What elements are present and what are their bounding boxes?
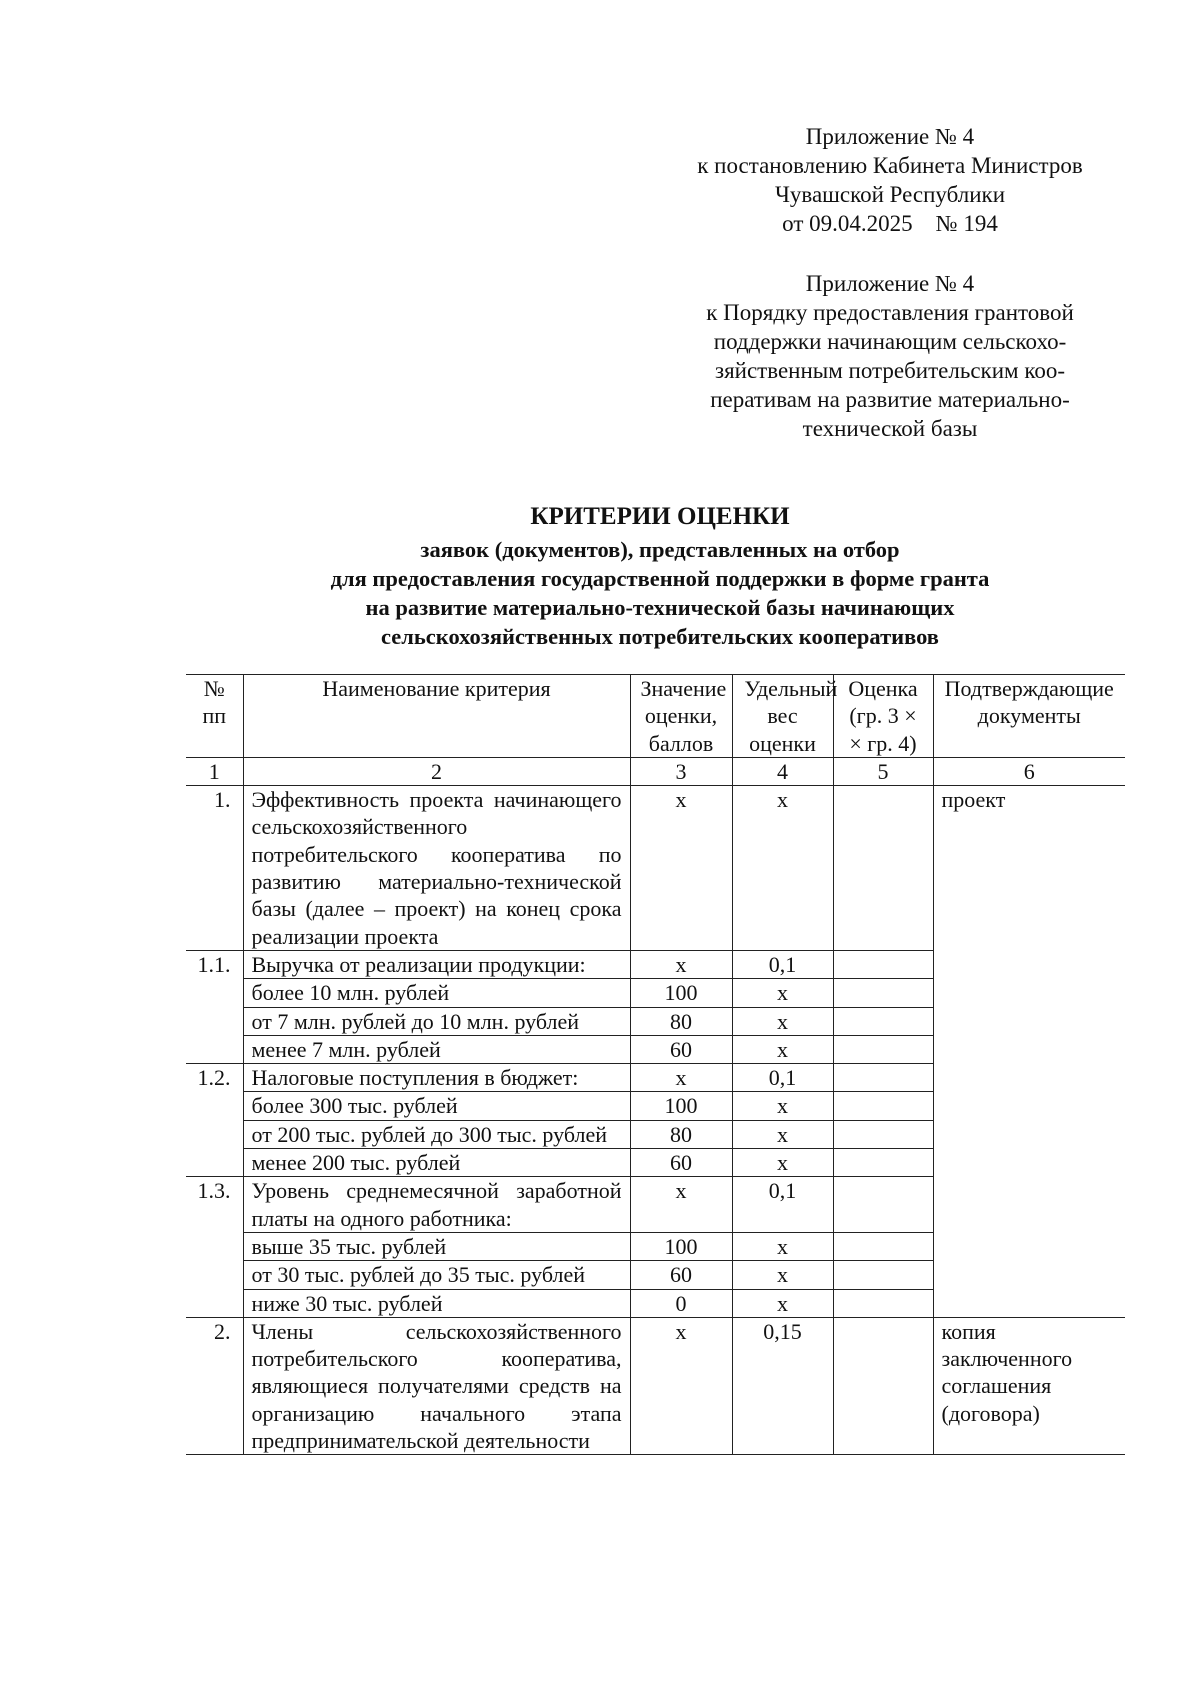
header-cell-documents: Подтверждающие документы — [933, 675, 1125, 758]
supporting-document: копия заключенного соглашения (договора) — [933, 1317, 1125, 1454]
appendix-line: к Порядку предоставления грантовой — [706, 300, 1074, 325]
document-title — [180, 499, 1140, 651]
header-cell-weight: Удельный вес оценки — [732, 675, 833, 758]
appendix-line: зяйственным потребительским коо- — [715, 358, 1065, 383]
criterion-name: Уровень среднемесячной заработной платы на одного работника: — [243, 1177, 630, 1233]
header-cell-score: Оценка (гр. 3 × × гр. 4) — [833, 675, 933, 758]
appendix-procedure-block — [660, 269, 1120, 443]
criterion-value: x — [630, 1317, 732, 1454]
criterion-score — [833, 1149, 933, 1177]
appendix-date-line: от 09.04.2025 № 194 — [782, 211, 998, 236]
criterion-value: 60 — [630, 1261, 732, 1289]
criteria-table — [186, 674, 1125, 1455]
title-sub-line: для предоставления государственной поддержки в форме гранта — [330, 566, 990, 591]
criterion-name: менее 200 тыс. рублей — [243, 1149, 630, 1177]
criterion-score — [833, 1064, 933, 1092]
criterion-value: 80 — [630, 1007, 732, 1035]
criterion-name: Члены сельскохозяйственного потребительского кооператива, являющиеся получателями средств на организацию начального этапа предпринимательской деятельности — [243, 1317, 630, 1454]
criterion-name: менее 7 млн. рублей — [243, 1035, 630, 1063]
column-number: 5 — [833, 757, 933, 785]
criterion-score — [833, 1092, 933, 1120]
criterion-value: 80 — [630, 1120, 732, 1148]
title-sub-line: на развитие материально-технической базы начинающих — [365, 595, 955, 620]
criterion-score — [833, 786, 933, 951]
criterion-score — [833, 1289, 933, 1317]
criterion-value: x — [630, 1177, 732, 1233]
criterion-score — [833, 950, 933, 978]
appendix-line: перативам на развитие материально- — [710, 387, 1070, 412]
criterion-weight: x — [732, 786, 833, 951]
column-number: 4 — [732, 757, 833, 785]
criterion-name: Эффективность проекта начинающего сельскохозяйственного потребительского кооператива по развитию материально-технической базы (далее – проект) на конец срока реализации проекта — [243, 786, 630, 951]
supporting-document: проект — [933, 786, 1125, 1318]
criterion-name: от 7 млн. рублей до 10 млн. рублей — [243, 1007, 630, 1035]
column-number: 1 — [186, 757, 243, 785]
row-number: 1.2. — [186, 1064, 243, 1177]
criterion-weight: 0,1 — [732, 1064, 833, 1092]
criterion-score — [833, 1317, 933, 1454]
row-number: 1.1. — [186, 950, 243, 1063]
criterion-value: x — [630, 950, 732, 978]
title-main: КРИТЕРИИ ОЦЕНКИ — [530, 503, 790, 530]
criterion-weight: x — [732, 1149, 833, 1177]
criterion-weight: x — [732, 1092, 833, 1120]
row-number: 1. — [186, 786, 243, 951]
table-column-numbers-row — [186, 757, 1125, 785]
column-number: 6 — [933, 757, 1125, 785]
criterion-weight: x — [732, 979, 833, 1007]
table-header-row — [186, 675, 1125, 758]
criterion-weight: x — [732, 1007, 833, 1035]
criterion-name: ниже 30 тыс. рублей — [243, 1289, 630, 1317]
criterion-weight: x — [732, 1232, 833, 1260]
criterion-weight: 0,15 — [732, 1317, 833, 1454]
table-row — [186, 1317, 1125, 1454]
title-sub-line: заявок (документов), представленных на отбор — [420, 537, 900, 562]
row-number: 1.3. — [186, 1177, 243, 1317]
appendix-line: поддержки начинающим сельскохо- — [713, 329, 1067, 354]
appendix-resolution-block — [660, 122, 1120, 238]
appendix-line: к постановлению Кабинета Министров — [697, 153, 1083, 178]
criterion-name: более 10 млн. рублей — [243, 979, 630, 1007]
header-cell-name: Наименование критерия — [243, 675, 630, 758]
criterion-value: x — [630, 786, 732, 951]
criterion-score — [833, 1261, 933, 1289]
criterion-score — [833, 1120, 933, 1148]
criterion-score — [833, 1232, 933, 1260]
table-row — [186, 786, 1125, 951]
appendix-line: Приложение № 4 — [805, 124, 975, 149]
criterion-value: 60 — [630, 1149, 732, 1177]
criterion-value: x — [630, 1064, 732, 1092]
criterion-score — [833, 979, 933, 1007]
criterion-value: 100 — [630, 1232, 732, 1260]
criterion-value: 0 — [630, 1289, 732, 1317]
criterion-weight: 0,1 — [732, 1177, 833, 1233]
criterion-name: более 300 тыс. рублей — [243, 1092, 630, 1120]
column-number: 2 — [243, 757, 630, 785]
criterion-value: 60 — [630, 1035, 732, 1063]
title-sub-line: сельскохозяйственных потребительских кооперативов — [381, 624, 939, 649]
criterion-score — [833, 1035, 933, 1063]
criterion-weight: x — [732, 1035, 833, 1063]
criterion-weight: 0,1 — [732, 950, 833, 978]
criterion-value: 100 — [630, 1092, 732, 1120]
criterion-name: выше 35 тыс. рублей — [243, 1232, 630, 1260]
row-number: 2. — [186, 1317, 243, 1454]
criterion-score — [833, 1007, 933, 1035]
criterion-name: от 200 тыс. рублей до 300 тыс. рублей — [243, 1120, 630, 1148]
appendix-line: технической базы — [802, 416, 978, 441]
header-cell-value: Значение оценки, баллов — [630, 675, 732, 758]
criterion-name: от 30 тыс. рублей до 35 тыс. рублей — [243, 1261, 630, 1289]
criterion-weight: x — [732, 1261, 833, 1289]
header-cell-number: № пп — [186, 675, 243, 758]
criterion-weight: x — [732, 1120, 833, 1148]
column-number: 3 — [630, 757, 732, 785]
criterion-weight: x — [732, 1289, 833, 1317]
criterion-name: Выручка от реализации продукции: — [243, 950, 630, 978]
criterion-value: 100 — [630, 979, 732, 1007]
appendix-line: Приложение № 4 — [805, 271, 975, 296]
appendix-line: Чувашской Республики — [774, 182, 1006, 207]
criterion-name: Налоговые поступления в бюджет: — [243, 1064, 630, 1092]
criterion-score — [833, 1177, 933, 1233]
